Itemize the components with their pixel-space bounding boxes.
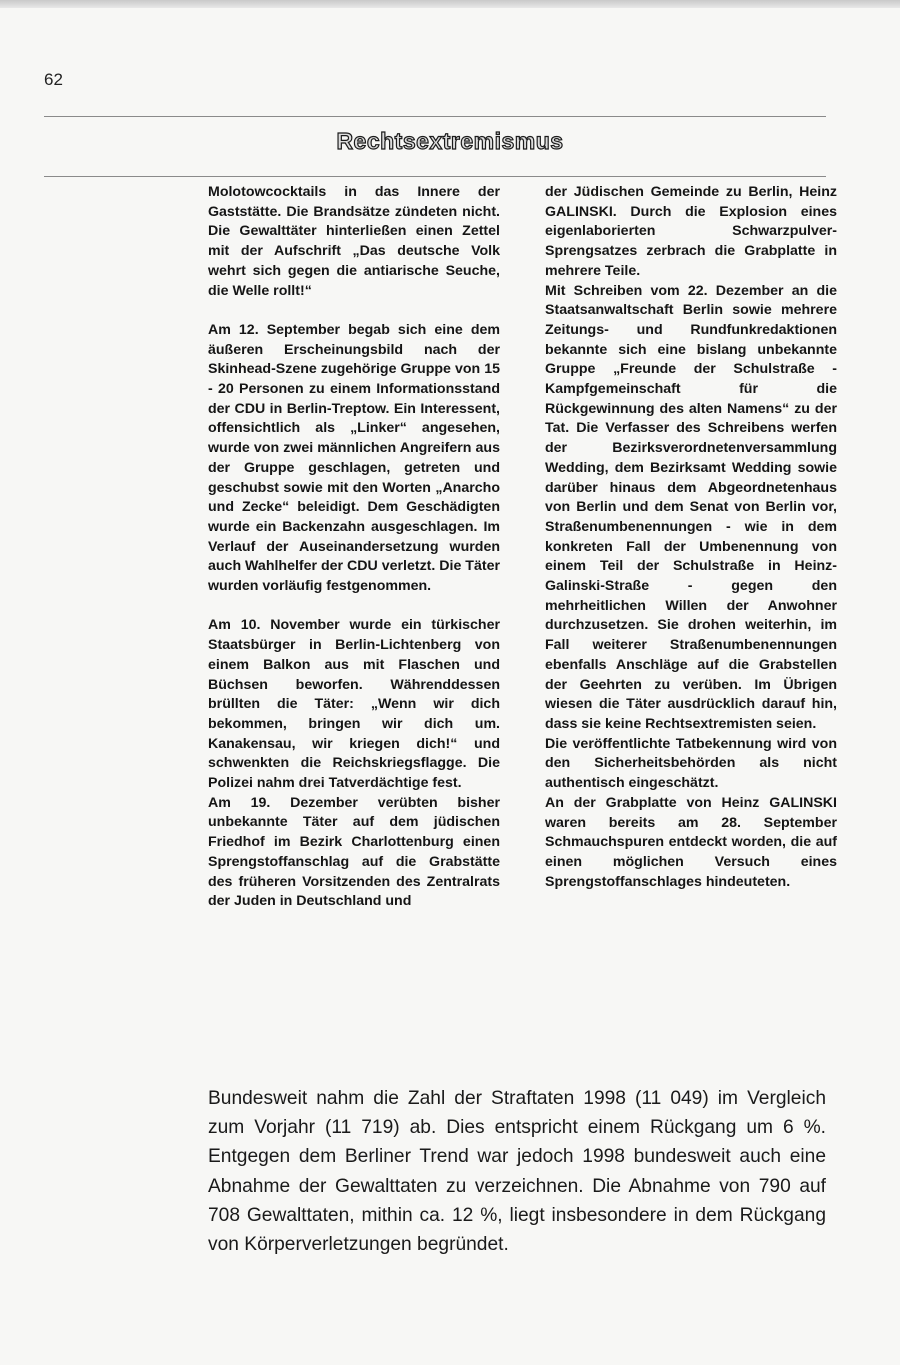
left-paragraph-3: Am 10. November wurde ein türkischer Staatsbürger in Berlin-Lichtenberg von einem Balkon aus mit Flaschen und Büchsen beworfen. Währenddessen brüllten die Täter: „Wenn wir dich bekommen, bringen wir dich um. Kanakensau, wir kriegen dich!“ und schwenkten die Reichskriegsflagge. Die Polizei nahm drei Tatverdächtige fest. xyxy=(208,617,500,792)
left-column xyxy=(208,183,500,912)
page-number: 62 xyxy=(44,70,63,89)
right-paragraph-4: An der Grabplatte von Heinz GALINSKI waren bereits am 28. September Schmauchspuren entdeckt worden, die auf einen möglichen Versuch eines Sprengstoffanschlages hindeuteten. xyxy=(545,794,837,890)
header-rule-top xyxy=(44,116,826,117)
header-rule-bottom xyxy=(44,176,826,177)
summary-paragraph: Bundesweit nahm die Zahl der Straftaten 1998 (11 049) im Vergleich zum Vorjahr (11 719) ab. Dies entspricht einem Rückgang um 6 %. Entgegen dem Berliner Trend war jedoch 1998 bundesweit auch eine Abnahme der Gewalttaten zu verzeichnen. Die Abnahme von 790 auf 708 Gewalttaten, mithin ca. 12 %, liegt insbesondere in dem Rückgang von Körperverletzungen begründet. xyxy=(208,1088,826,1256)
right-column xyxy=(545,183,837,892)
left-paragraph-2: Am 12. September begab sich eine dem äußeren Erscheinungsbild nach der Skinhead-Szene zugehörige Gruppe von 15 - 20 Personen zu einem Informationsstand der CDU in Berlin-Treptow. Ein Interessent, offensichtlich als „Linker“ angesehen, wurde von zwei männlichen Angreifern aus der Gruppe geschlagen, getreten und geschubst sowie mit den Worten „Anarcho und Zecke“ beleidigt. Dem Geschädigten wurde ein Backenzahn ausgeschlagen. Im Verlauf der Auseinandersetzung wurden auch Wahlhelfer der CDU verletzt. Die Täter wurden vorläufig festgenommen. xyxy=(208,321,500,595)
right-paragraph-1: der Jüdischen Gemeinde zu Berlin, Heinz GALINSKI. Durch die Explosion eines eigenlaborierten Schwarzpulver-Sprengsatzes zerbrach die Grabplatte in mehrere Teile. xyxy=(545,184,837,279)
right-paragraph-3: Die veröffentlichte Tatbekennung wird von den Sicherheitsbehörden als nicht authentisch eingeschätzt. xyxy=(545,735,837,792)
left-paragraph-1: Molotowcocktails in das Innere der Gaststätte. Die Brandsätze zündeten nicht. Die Gewalttäter hinterließen einen Zettel mit der Aufschrift „Das deutsche Volk wehrt sich gegen die antiarische Seuche, die Welle rollt!“ xyxy=(208,184,500,299)
right-paragraph-2: Mit Schreiben vom 22. Dezember an die Staatsanwaltschaft Berlin sowie mehrere Zeitungs- und Rundfunkredaktionen bekannte sich eine bislang unbekannte Gruppe „Freunde der Schulstraße - Kampfgemeinschaft für die Rückgewinnung des alten Namens“ zu der Tat. Die Verfasser des Schreibens werfen der Bezirksverordnetenversammlung Wedding, dem Bezirksamt Wedding sowie darüber hinaus dem Abgeordnetenhaus von Berlin und dem Senat von Berlin vor, Straßenumbenennungen - wie in dem konkreten Fall der Umbenennung von einem Teil der Schulstraße in Heinz-Galinski-Straße - gegen den mehrheitlichen Willen der Anwohner durchzusetzen. Sie drohen weiterhin, im Fall weiterer Straßenumbenennungen ebenfalls Anschläge auf die Grabstellen der Geehrten zu verüben. Im Übrigen wiesen die Täter ausdrücklich darauf hin, dass sie keine Rechtsextremisten seien. xyxy=(545,282,837,732)
running-head: Rechtsextremismus xyxy=(336,128,564,154)
scan-top-edge xyxy=(0,0,900,8)
left-paragraph-4: Am 19. Dezember verübten bisher unbekannte Täter auf dem jüdischen Friedhof im Bezirk Charlottenburg einen Sprengstoffanschlag auf die Grabstätte des früheren Vorsitzenden des Zentralrats der Juden in Deutschland und xyxy=(208,794,500,910)
